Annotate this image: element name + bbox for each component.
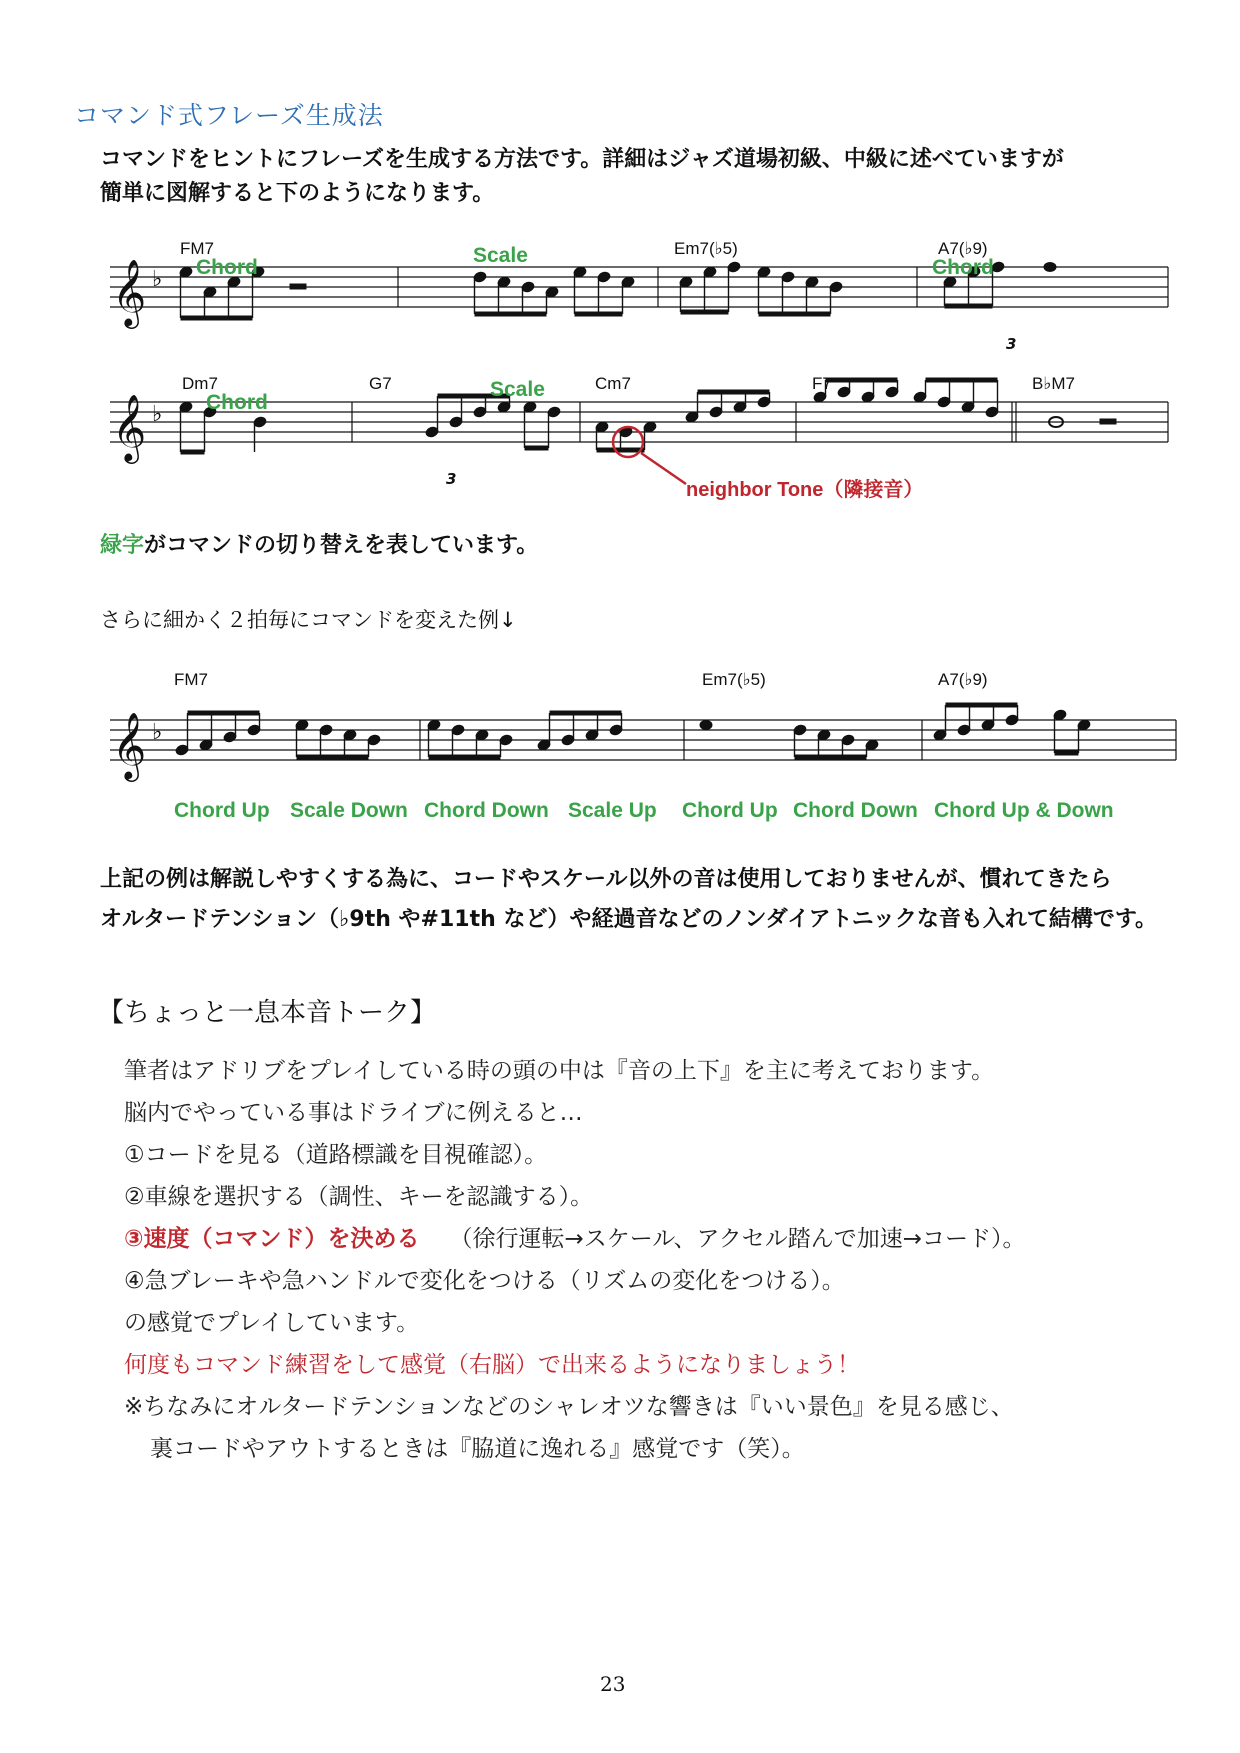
page-heading: コマンド式フレーズ生成法: [74, 101, 384, 130]
talk-line-emphasis: ③速度（コマンド）を決める （徐行運転→スケール、アクセル踏んで加速→コード）。: [124, 1226, 1026, 1252]
phrase-notes-row2: [179, 380, 1116, 452]
command-label: Scale: [473, 244, 528, 267]
chord-symbol: B♭M7: [1032, 374, 1075, 393]
flat-key-icon: ♭: [152, 267, 163, 292]
talk-line: ②車線を選択する（調性、キーを認識する）。: [124, 1184, 594, 1210]
body-line-1: 上記の例は解説しやすくする為に、コードやスケール以外の音は使用しておりませんが、慣れてきたら: [100, 867, 1112, 892]
chord-symbol: A7(♭9): [938, 670, 988, 689]
command-label: Chord Up & Down: [934, 799, 1114, 822]
talk-line: ①コードを見る（道路標識を目視確認）。: [124, 1142, 548, 1168]
green-note: 緑字がコマンドの切り替えを表しています。: [100, 533, 539, 558]
chord-symbol: Em7(♭5): [674, 239, 738, 258]
triplet-mark: 3: [1006, 335, 1017, 353]
command-label: Chord Up: [682, 799, 778, 822]
treble-clef-icon: 𝄞: [112, 258, 147, 326]
rest: [1100, 419, 1116, 424]
body-line-2: オルタードテンション（♭9th や#11th など）や経過音などのノンダイアトニックな音も入れて結構です。: [100, 907, 1158, 932]
treble-clef-icon: 𝄞: [112, 711, 147, 779]
chord-symbol: A7(♭9): [938, 239, 988, 258]
chord-symbol: FM7: [180, 239, 214, 258]
treble-clef-icon: 𝄞: [112, 393, 147, 461]
talk-line: 筆者はアドリブをプレイしている時の頭の中は『音の上下』を主に考えております。: [124, 1058, 995, 1084]
command-label: Chord Up: [174, 799, 270, 822]
note-head: [1044, 263, 1056, 272]
chord-symbol: Dm7: [182, 374, 218, 393]
command-label: Scale Up: [568, 799, 657, 822]
talk-line: 裏コードやアウトするときは『脇道に逸れる』感覚です（笑）。: [150, 1436, 805, 1462]
phrase-notes-row1: [179, 261, 1056, 318]
chord-symbol: G7: [369, 374, 392, 393]
note-head: [700, 721, 712, 730]
chord-symbol: Em7(♭5): [702, 670, 766, 689]
rest: [290, 284, 306, 289]
chord-symbol: FM7: [174, 670, 208, 689]
score-1: [0, 220, 1240, 510]
page-number: 23: [600, 1672, 626, 1696]
flat-key-icon: ♭: [152, 720, 163, 745]
talk-red-line: 何度もコマンド練習をして感覚（右脳）で出来るようになりましょう！: [124, 1352, 860, 1378]
example-intro: さらに細かく２拍毎にコマンドを変えた例↓: [100, 608, 517, 632]
triplet-mark: 3: [446, 470, 457, 488]
green-text: 緑字: [100, 533, 145, 558]
command-label: Chord: [206, 391, 268, 414]
annotation-pointer: [641, 453, 686, 484]
talk-red-phrase: ③速度（コマンド）を決める: [124, 1226, 420, 1252]
command-label: Scale Down: [290, 799, 408, 822]
example-notes: [175, 705, 1091, 757]
talk-line: 脳内でやっている事はドライブに例えると…: [124, 1100, 583, 1126]
command-label: Chord Down: [793, 799, 918, 822]
intro-line-2: 簡単に図解すると下のようになります。: [100, 181, 495, 206]
chord-symbol: F7: [812, 374, 832, 393]
command-label: Chord: [932, 256, 994, 279]
chord-symbol: Cm7: [595, 374, 631, 393]
talk-line: ④急ブレーキや急ハンドルで変化をつける（リズムの変化をつける）。: [124, 1268, 845, 1294]
talk-line: の感覚でプレイしています。: [124, 1310, 420, 1336]
command-label: Chord: [196, 256, 258, 279]
neighbor-tone-label: neighbor Tone（隣接音）: [686, 479, 924, 501]
talk-title: 【ちょっと一息本音トーク】: [98, 998, 437, 1028]
command-label: Scale: [490, 378, 545, 401]
talk-line: ※ちなみにオルタードテンションなどのシャレオツな響きは『いい景色』を見る感じ、: [124, 1394, 1014, 1420]
intro-line-1: コマンドをヒントにフレーズを生成する方法です。詳細はジャズ道場初級、中級に述べていますが: [100, 147, 1064, 172]
flat-key-icon: ♭: [152, 402, 163, 427]
command-label: Chord Down: [424, 799, 549, 822]
score-2: [0, 665, 1240, 835]
